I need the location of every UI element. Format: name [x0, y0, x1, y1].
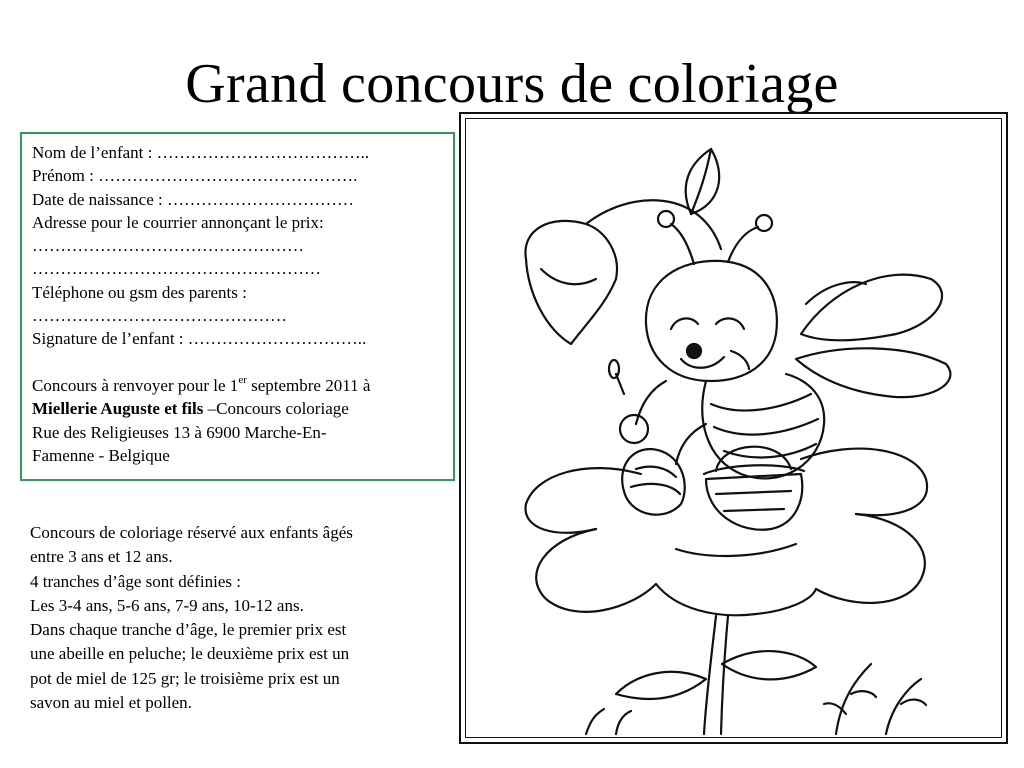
grass-sprig-2: [886, 679, 926, 734]
contest-rules: [30, 521, 430, 715]
birth-date-field[interactable]: Date de naissance : ……………………………: [32, 189, 354, 209]
flower-petal-left: [526, 468, 641, 533]
bee-nose: [687, 344, 701, 358]
entry-form-box: [20, 132, 455, 481]
bee-wing-upper: [801, 275, 942, 341]
basket: [706, 474, 802, 530]
grass-sprig-1: [824, 664, 876, 734]
flower-stem-2: [721, 616, 728, 734]
bee-cheek: [731, 351, 749, 369]
bee-antenna-right: [728, 227, 758, 262]
child-name-field[interactable]: Nom de l’enfant : ………………………………..: [32, 143, 370, 162]
bee-wing-lower: [796, 348, 950, 397]
bee-eye-right: [716, 318, 744, 329]
address-line-1: Rue des Religieuses 13 à 6900 Marche-En-: [32, 422, 327, 442]
deadline-superscript: er: [238, 374, 247, 387]
address-field-line-1[interactable]: …………………………………………: [32, 236, 304, 256]
flower-petal-right: [801, 449, 927, 516]
address-field-line-2[interactable]: ……………………………………………: [32, 259, 321, 279]
first-name-field[interactable]: Prénom : ……………………………………….: [32, 166, 358, 186]
signature-field[interactable]: Signature de l’enfant : …………………………..: [32, 329, 367, 349]
coloring-picture-inner-frame: [465, 118, 1002, 738]
bell-flower-stem: [586, 200, 721, 249]
bee-head: [646, 261, 777, 381]
flower-petal-bottom-right: [816, 514, 925, 603]
rules-line: une abeille en peluche; le deuxième prix est un: [30, 644, 350, 664]
bee-stripe-2: [714, 419, 818, 435]
ground-tufts: [586, 709, 631, 734]
company-name: Miellerie Auguste et fils: [32, 399, 204, 419]
honey-pot-lines: [631, 467, 680, 494]
rules-line: Les 3-4 ans, 5-6 ans, 7-9 ans, 10-12 ans.: [30, 595, 304, 615]
rules-line: pot de miel de 125 gr; le troisième prix est un: [30, 668, 340, 688]
coloring-picture-frame: [459, 112, 1008, 744]
flower-center-line: [676, 544, 796, 556]
rules-line: Dans chaque tranche d’âge, le premier prix est: [30, 620, 347, 640]
phone-label: Téléphone ou gsm des parents :: [32, 282, 247, 302]
deadline-text: [32, 374, 443, 397]
bee-antenna-left-tip: [658, 211, 674, 227]
page-title: Grand concours de coloriage: [185, 53, 839, 115]
leaf-bottom-left: [616, 672, 706, 699]
address-label: Adresse pour le courrier annonçant le prix:: [32, 212, 324, 232]
bee-stripe-3: [724, 444, 816, 457]
bee-antenna-left: [671, 224, 694, 264]
leaf-bottom-right: [722, 651, 816, 679]
spacer: [32, 351, 443, 374]
bee-stripe-1: [711, 394, 811, 411]
rules-line: savon au miel et pollen.: [30, 693, 192, 713]
flower-petal-front: [656, 584, 816, 615]
deadline-suffix: septembre 2011 à: [246, 375, 371, 395]
company-suffix: –Concours coloriage: [203, 399, 349, 419]
company-line: [32, 397, 443, 420]
basket-weave: [716, 491, 791, 511]
rules-line: 4 tranches d’âge sont définies :: [30, 571, 242, 591]
honey-pot: [622, 449, 685, 515]
flower-petal-bottom-left: [536, 529, 656, 612]
bee-hand: [620, 415, 648, 443]
bell-flower-petal: [541, 269, 596, 284]
bee-body: [702, 374, 824, 478]
rules-line: Concours de coloriage réservé aux enfants âgés: [30, 523, 353, 542]
deadline-prefix: Concours à renvoyer pour le 1: [32, 375, 239, 395]
bee-mouth: [681, 357, 724, 368]
bee-antenna-right-tip: [756, 215, 772, 231]
bee-on-flower-drawing: [466, 119, 1005, 741]
bee-eye-left: [671, 318, 698, 329]
address-line-2: Famenne - Belgique: [32, 445, 170, 465]
bell-flower: [525, 221, 617, 344]
flower-petal-back: [676, 424, 706, 464]
flower-stem: [704, 616, 716, 734]
spoon-bowl: [609, 360, 619, 378]
rules-line: entre 3 ans et 12 ans.: [30, 547, 173, 567]
phone-field[interactable]: ………………………………………: [32, 306, 287, 326]
